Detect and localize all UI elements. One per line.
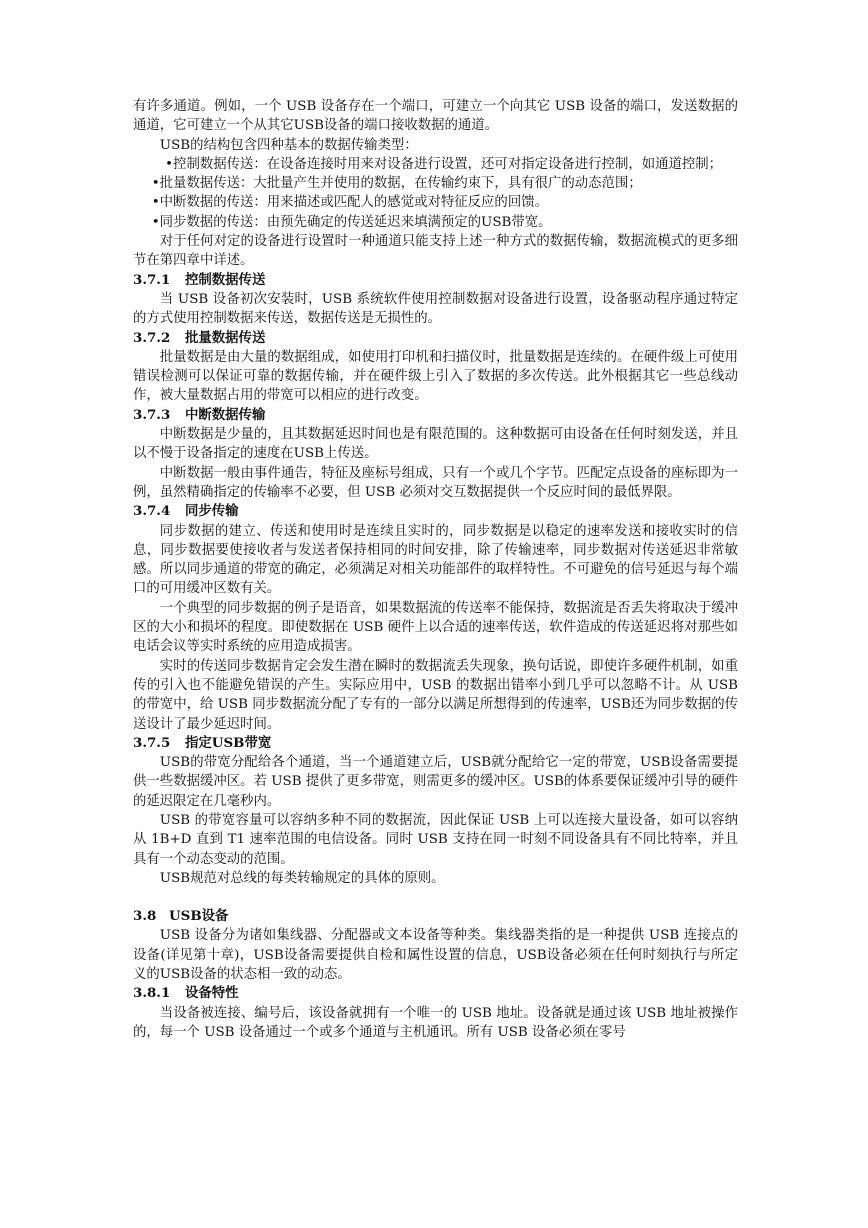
section-title: 控制数据传送 bbox=[185, 271, 266, 288]
section-heading-3-7-5 bbox=[133, 734, 738, 753]
paragraph: 中断数据一般由事件通告，特征及座标号组成，只有一个或几个字节。匹配定点设备的座标即为一例，虽然精确指定的传输率不必要，但 USB 必须对交互数据提供一个反应时间的最低界限。 bbox=[133, 465, 738, 500]
paragraph: USB 的带宽容量可以容纳多种不同的数据流，因此保证 USB 上可以连接大量设备，如可以容纳从 1B+D 直到 T1 速率范围的电信设备。同时 USB 支持在同一时刻不同设备具有不同比特率，并且具有一个动态变动的范围。 bbox=[133, 812, 738, 867]
paragraph: 当设备被连接、编号后，该设备就拥有一个唯一的 USB 地址。设备就是通过该 USB 地址被操作的，每一个 USB 设备通过一个或多个通道与主机通讯。所有 USB 设备必须在零号 bbox=[133, 1005, 738, 1040]
paragraph: USB的带宽分配给各个通道，当一个通道建立后，USB就分配给它一定的带宽，USB设备需要提供一些数据缓冲区。若 USB 提供了更多带宽，则需更多的缓冲区。USB的体系要保证缓冲引导的硬件的延迟限定在几毫秒内。 bbox=[133, 755, 738, 809]
section-title: 批量数据传送 bbox=[185, 329, 266, 346]
paragraph: 对于任何对定的设备进行设置时一种通道只能支持上述一种方式的数据传输，数据流模式的更多细节在第四章中详述。 bbox=[133, 234, 738, 269]
section-heading-3-8-1 bbox=[133, 984, 738, 1003]
section-heading-3-7-1 bbox=[133, 271, 738, 290]
section-number: 3.8.1 bbox=[133, 985, 171, 1002]
bullet-item: •中断数据的传送：用来描述或匹配人的感觉或对特征反应的回馈。 bbox=[151, 195, 548, 211]
section-heading-3-7-4 bbox=[133, 502, 738, 521]
bullet-item: •批量数据传送：大批量产生并使用的数据，在传输约束下，具有很广的动态范围； bbox=[151, 176, 642, 192]
paragraph: USB规范对总线的每类转输规定的具体的原则。 bbox=[159, 870, 445, 886]
section-title: 同步传输 bbox=[185, 503, 239, 520]
section-number: 3.7.2 bbox=[133, 329, 171, 346]
section-heading-3-8 bbox=[133, 907, 738, 926]
paragraph: 一个典型的同步数据的例子是语音，如果数据流的传送率不能保持，数据流是否丢失将取决于缓冲区的大小和损坏的程度。即使数据在 USB 硬件上以合适的速率传送，软件造成的传送延迟将对那些如电话会议等实时系统的应用造成损害。 bbox=[133, 600, 738, 655]
section-number: 3.8 bbox=[133, 908, 157, 925]
section-title: 设备特性 bbox=[185, 985, 239, 1002]
section-title: 指定USB带宽 bbox=[185, 734, 272, 751]
paragraph: USB 设备分为诸如集线器、分配器或文本设备等种类。集线器类指的是一种提供 USB 连接点的设备(详见第十章)，USB设备需要提供自检和属性设置的信息，USB设备必须在任何时刻执行与所定义的USB设备的状态相一致的动态。 bbox=[133, 928, 738, 983]
paragraph: 同步数据的建立、传送和使用时是连续且实时的，同步数据是以稳定的速率发送和接收实时的信息，同步数据要使接收者与发送者保持相同的时间安排，除了传输速率，同步数据对传送延迟非常敏感。所以同步通道的带宽的确定，必须满足对相关功能部件的取样特性。不可避免的信号延迟与每个端口的可用缓冲区数有关。 bbox=[133, 523, 738, 597]
section-number: 3.7.5 bbox=[133, 734, 171, 751]
bullet-item: •控制数据传送：在设备连接时用来对设备进行设置，还可对指定设备进行控制，如通道控制； bbox=[165, 156, 723, 172]
section-title: 中断数据传输 bbox=[185, 406, 266, 423]
paragraph: 当 USB 设备初次安装时，USB 系统软件使用控制数据对设备进行设置，设备驱动程序通过特定的方式使用控制数据来传送，数据传送是无损性的。 bbox=[133, 291, 738, 327]
paragraph: USB的结构包含四种基本的数据传输类型： bbox=[159, 137, 418, 153]
section-number: 3.7.1 bbox=[133, 271, 171, 288]
section-number: 3.7.3 bbox=[133, 406, 171, 423]
section-title: USB设备 bbox=[169, 908, 229, 925]
paragraph: 中断数据是少量的，且其数据延迟时间也是有限范围的。这种数据可由设备在任何时刻发送，并且以不慢于设备指定的速度在USB上传送。 bbox=[133, 427, 738, 462]
bullet-item: •同步数据的传送：由预先确定的传送延迟来填满预定的USB带宽。 bbox=[151, 214, 552, 230]
spacer bbox=[133, 888, 738, 907]
section-heading-3-7-2 bbox=[133, 329, 738, 348]
paragraph: 批量数据是由大量的数据组成，如使用打印机和扫描仪时，批量数据是连续的。在硬件级上可使用错误检测可以保证可靠的数据传输，并在硬件级上引入了数据的多次传送。此外根据其它一些总线动作，被大量数据占用的带宽可以相应的进行改变。 bbox=[133, 349, 738, 404]
section-heading-3-7-3 bbox=[133, 406, 738, 425]
document-page bbox=[133, 97, 738, 1042]
section-number: 3.7.4 bbox=[133, 503, 171, 520]
paragraph: 实时的传送同步数据肯定会发生潜在瞬时的数据流丢失现象，换句话说，即使许多硬件机制，如重传的引入也不能避免错误的产生。实际应用中，USB 的数据出错率小到几乎可以忽略不计。从 USB 的带宽中，给 USB 同步数据流分配了专有的一部分以满足所想得到的传速率，USB还为同步数据的传送设计了最少延迟时间。 bbox=[133, 658, 738, 732]
paragraph: 有许多通道。例如，一个 USB 设备存在一个端口，可建立一个向其它 USB 设备的端口，发送数据的通道，它可建立一个从其它USB设备的端口接收数据的通道。 bbox=[133, 99, 738, 134]
